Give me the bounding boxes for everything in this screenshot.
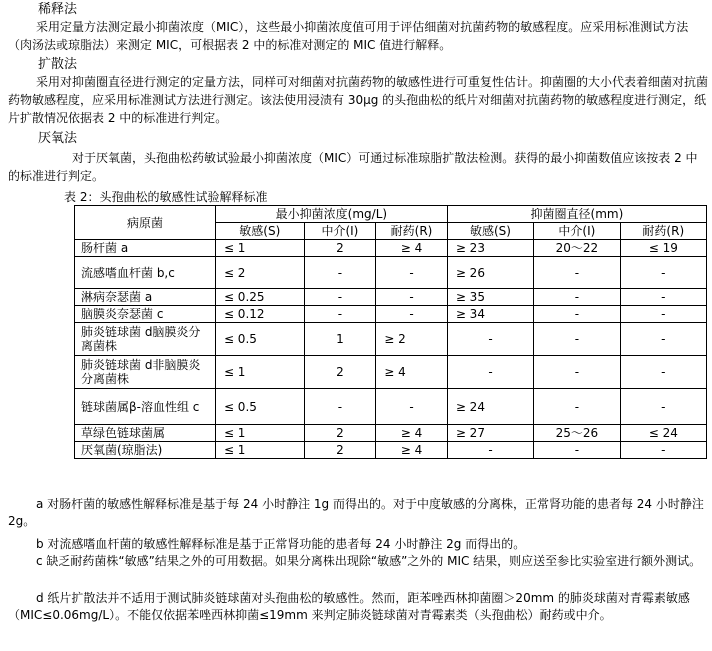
zone-i-cell: - bbox=[534, 257, 620, 289]
zone-i-cell: - bbox=[534, 356, 620, 389]
mic-r-cell: ≥ 4 bbox=[376, 356, 448, 389]
susceptibility-table bbox=[74, 205, 707, 459]
pathogen-cell: 厌氧菌(琼脂法) bbox=[75, 442, 216, 459]
header-mic: 最小抑菌浓度(mg/L) bbox=[215, 206, 447, 223]
pathogen-cell: 肠杆菌 a bbox=[75, 240, 216, 257]
anaerobe-paragraph: 对于厌氧菌，头孢曲松药敏试验最小抑菌浓度（MIC）可通过标准琼脂扩散法检测。获得的最小抑菌数值应该按表 2 中的标准进行判定。 bbox=[8, 151, 698, 183]
zone-r-cell: - bbox=[620, 389, 706, 425]
footnote-d: d 纸片扩散法并不适用于测试肺炎链球菌对头孢曲松的敏感性。然而，距苯唑西林抑菌圈＞20mm 的肺炎球菌对青霉素敏感（MIC≤0.06mg/L）。不能仅依据苯唑西林抑菌≤19mm 来判定肺炎链球菌对青霉素类（头孢曲松）耐药或中介。 bbox=[8, 591, 690, 622]
mic-s-cell: ≤ 1 bbox=[215, 425, 304, 442]
table-row bbox=[75, 257, 707, 289]
zone-s-cell: - bbox=[447, 442, 533, 459]
pathogen-cell: 链球菌属β-溶血性组 c bbox=[75, 389, 216, 425]
header-pathogen: 病原菌 bbox=[75, 206, 216, 240]
mic-s-cell: ≤ 1 bbox=[215, 356, 304, 389]
mic-s-cell: ≤ 1 bbox=[215, 442, 304, 459]
pathogen-cell: 流感嗜血杆菌 b,c bbox=[75, 257, 216, 289]
table-row bbox=[75, 289, 707, 306]
mic-i-cell: - bbox=[304, 257, 376, 289]
mic-r-cell: - bbox=[376, 289, 448, 306]
mic-s-cell: ≤ 0.5 bbox=[215, 389, 304, 425]
zone-i-cell: - bbox=[534, 442, 620, 459]
table-row bbox=[75, 323, 707, 356]
subheader-mic-i: 中介(I) bbox=[304, 223, 376, 240]
diffusion-heading: 扩散法 bbox=[38, 57, 78, 72]
zone-r-cell: - bbox=[620, 289, 706, 306]
zone-s-cell: ≥ 27 bbox=[447, 425, 533, 442]
mic-r-cell: ≥ 4 bbox=[376, 425, 448, 442]
zone-i-cell: - bbox=[534, 306, 620, 323]
zone-s-cell: ≥ 34 bbox=[447, 306, 533, 323]
table-row bbox=[75, 240, 707, 257]
zone-s-cell: - bbox=[447, 323, 533, 356]
mic-i-cell: 1 bbox=[304, 323, 376, 356]
mic-r-cell: ≥ 2 bbox=[376, 323, 448, 356]
table-row bbox=[75, 356, 707, 389]
zone-r-cell: - bbox=[620, 257, 706, 289]
table-row bbox=[75, 389, 707, 425]
pathogen-cell: 淋病奈瑟菌 a bbox=[75, 289, 216, 306]
zone-r-cell: - bbox=[620, 323, 706, 356]
pathogen-cell: 脑膜炎奈瑟菌 c bbox=[75, 306, 216, 323]
subheader-zone-r: 耐药(R) bbox=[620, 223, 706, 240]
subheader-mic-r: 耐药(R) bbox=[376, 223, 448, 240]
mic-i-cell: - bbox=[304, 389, 376, 425]
zone-r-cell: ≤ 24 bbox=[620, 425, 706, 442]
zone-i-cell: - bbox=[534, 323, 620, 356]
zone-s-cell: ≥ 35 bbox=[447, 289, 533, 306]
dilution-paragraph: 采用定量方法测定最小抑菌浓度（MIC），这些最小抑菌浓度值可用于评估细菌对抗菌药物的敏感程度。应采用标准测试方法（肉汤法或琼脂法）来测定 MIC，可根据表 2 中的标准对测定的 MIC 值进行解释。 bbox=[8, 20, 689, 52]
zone-s-cell: ≥ 26 bbox=[447, 257, 533, 289]
subheader-zone-s: 敏感(S) bbox=[447, 223, 533, 240]
table-row bbox=[75, 425, 707, 442]
pathogen-cell: 肺炎链球菌 d脑膜炎分离菌株 bbox=[75, 323, 216, 356]
dilution-heading: 稀释法 bbox=[38, 2, 78, 17]
mic-r-cell: - bbox=[376, 389, 448, 425]
table-row bbox=[75, 306, 707, 323]
zone-r-cell: - bbox=[620, 356, 706, 389]
table-caption: 表 2：头孢曲松的敏感性试验解释标准 bbox=[64, 190, 268, 204]
mic-i-cell: 2 bbox=[304, 425, 376, 442]
mic-r-cell: ≥ 4 bbox=[376, 442, 448, 459]
mic-i-cell: 2 bbox=[304, 240, 376, 257]
zone-i-cell: 25～26 bbox=[534, 425, 620, 442]
mic-i-cell: 2 bbox=[304, 356, 376, 389]
mic-r-cell: ≥ 4 bbox=[376, 240, 448, 257]
zone-s-cell: ≥ 23 bbox=[447, 240, 533, 257]
zone-s-cell: - bbox=[447, 356, 533, 389]
mic-i-cell: - bbox=[304, 289, 376, 306]
mic-r-cell: - bbox=[376, 306, 448, 323]
header-zone: 抑菌圈直径(mm) bbox=[447, 206, 706, 223]
zone-i-cell: 20～22 bbox=[534, 240, 620, 257]
table-row bbox=[75, 442, 707, 459]
subheader-mic-s: 敏感(S) bbox=[215, 223, 304, 240]
zone-s-cell: ≥ 24 bbox=[447, 389, 533, 425]
mic-i-cell: - bbox=[304, 306, 376, 323]
footnote-c: c 缺乏耐药菌株“敏感”结果之外的可用数据。如果分离株出现除“敏感”之外的 MIC 结果，则应送至参比实验室进行额外测试。 bbox=[36, 554, 702, 568]
mic-s-cell: ≤ 0.12 bbox=[215, 306, 304, 323]
zone-i-cell: - bbox=[534, 289, 620, 306]
mic-s-cell: ≤ 2 bbox=[215, 257, 304, 289]
anaerobe-heading: 厌氧法 bbox=[38, 131, 78, 146]
footnote-b: b 对流感嗜血杆菌的敏感性解释标准是基于正常肾功能的患者每 24 小时静注 2g 而得出的。 bbox=[36, 537, 526, 551]
pathogen-cell: 肺炎链球菌 d非脑膜炎分离菌株 bbox=[75, 356, 216, 389]
mic-r-cell: - bbox=[376, 257, 448, 289]
footnote-a: a 对肠杆菌的敏感性解释标准是基于每 24 小时静注 1g 而得出的。对于中度敏感的分离株，正常肾功能的患者每 24 小时静注 2g。 bbox=[8, 497, 704, 528]
mic-s-cell: ≤ 1 bbox=[215, 240, 304, 257]
mic-i-cell: 2 bbox=[304, 442, 376, 459]
pathogen-cell: 草绿色链球菌属 bbox=[75, 425, 216, 442]
diffusion-paragraph: 采用对抑菌圈直径进行测定的定量方法，同样可对细菌对抗菌药物的敏感性进行可重复性估计。抑菌圈的大小代表着细菌对抗菌药物敏感程度，应采用标准测试方法进行测定。该法使用浸渍有 30μg 的头孢曲松的纸片对细菌对抗菌药物的敏感程度进行测定，纸片扩散情况依据表 2 中的标准进行判定。 bbox=[8, 75, 709, 125]
subheader-zone-i: 中介(I) bbox=[534, 223, 620, 240]
zone-r-cell: - bbox=[620, 306, 706, 323]
mic-s-cell: ≤ 0.5 bbox=[215, 323, 304, 356]
table-header-row bbox=[75, 206, 707, 223]
mic-s-cell: ≤ 0.25 bbox=[215, 289, 304, 306]
zone-r-cell: ≤ 19 bbox=[620, 240, 706, 257]
zone-i-cell: - bbox=[534, 389, 620, 425]
zone-r-cell: - bbox=[620, 442, 706, 459]
